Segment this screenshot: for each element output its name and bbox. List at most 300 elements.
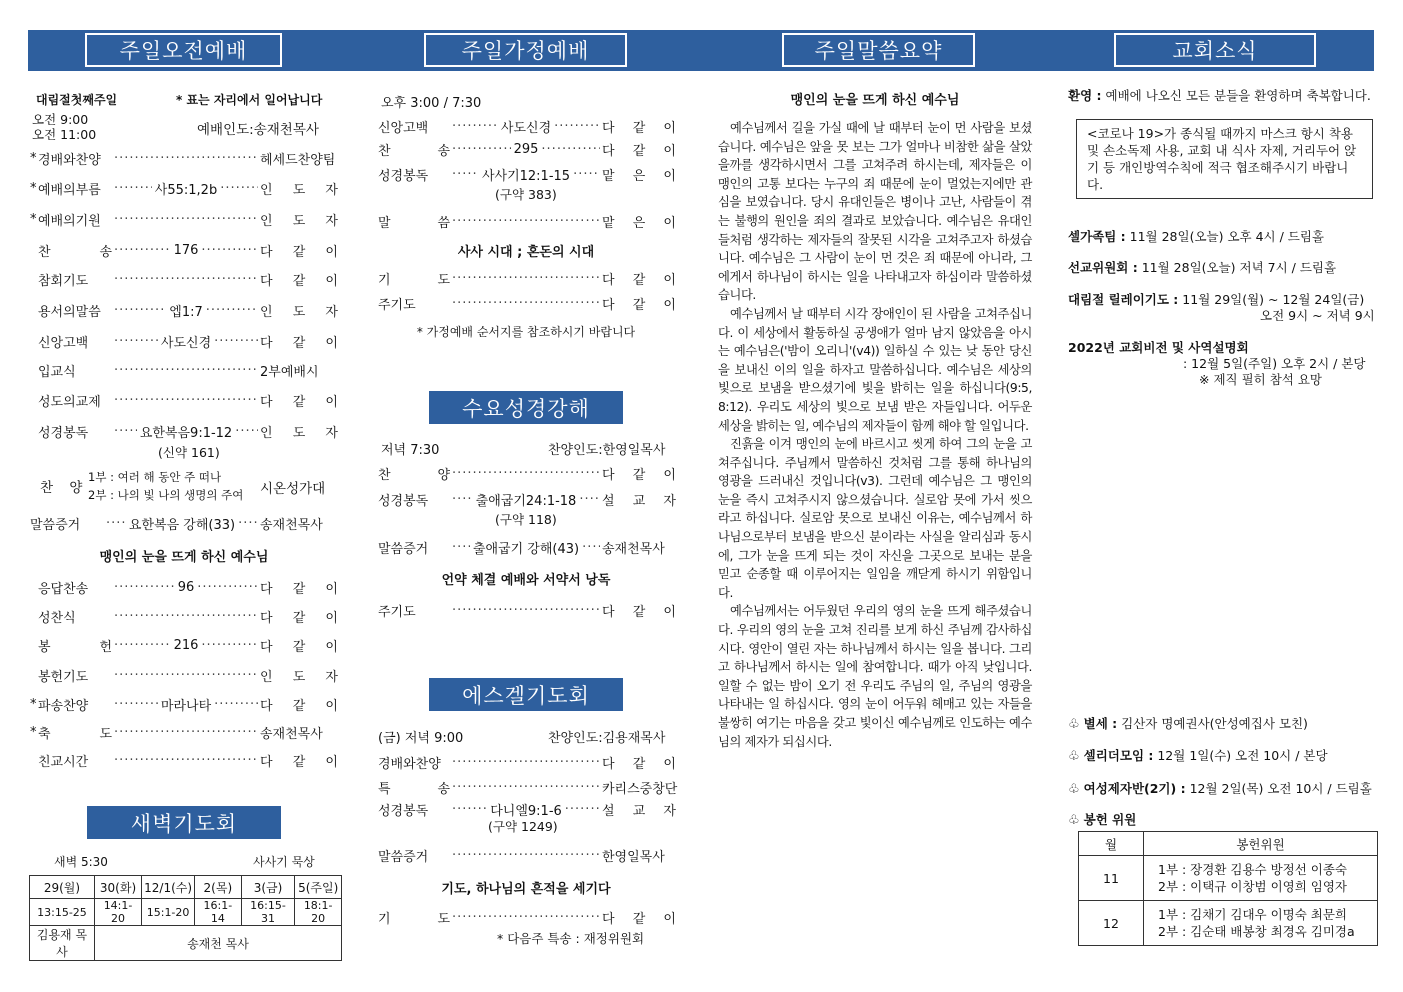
order-row (378, 268, 676, 288)
news-text: 11월 28일(오늘) 오후 4시 / 드림홀 (1129, 229, 1324, 244)
order-row (30, 390, 338, 410)
news-label: 선교위원회 : (1068, 260, 1138, 275)
news-label: 대림절 릴레이기도 : (1068, 292, 1179, 307)
dot-leader (573, 167, 600, 182)
news-cell-family (1068, 227, 1324, 245)
offering-second-service: 2부 : 이택규 이창범 이영희 임영자 (1158, 879, 1348, 894)
dot-leader (106, 516, 126, 531)
order-detail: 사도신경 (160, 335, 212, 351)
order-person: 인 도 자 (260, 425, 338, 441)
order-row (378, 752, 676, 772)
order-label: 파송찬양 (38, 698, 89, 714)
worship-leader: 예배인도:송재천목사 (197, 122, 319, 138)
offering-table (1078, 831, 1378, 946)
order-leader (450, 755, 602, 770)
ezekiel-leader: 찬양인도:김용재목사 (548, 731, 666, 746)
week-label: 대림절첫째주일 (36, 93, 118, 107)
order-row (30, 269, 338, 289)
order-row (378, 845, 676, 865)
dot-leader (452, 603, 600, 618)
dot-leader (201, 243, 258, 258)
order-leader (450, 466, 602, 481)
order-label: 말씀증거 (378, 541, 429, 557)
order-leader (450, 271, 602, 286)
order-person: 다 같 이 (260, 754, 338, 770)
order-detail: 출애굽기24:1-18 (475, 493, 577, 509)
order-label: 용서의말씀 (38, 304, 101, 320)
order-person: 다 같 이 (602, 467, 676, 483)
order-person: 설 교 자 (602, 803, 676, 819)
order-label: 신앙고백 (378, 120, 429, 136)
order-person: 맡 은 이 (602, 168, 676, 184)
stand-marker: * (30, 696, 37, 712)
order-row (30, 635, 338, 655)
dawn-day: 3(금) (241, 876, 295, 899)
order-row (30, 722, 338, 742)
dawn-ref: 16:15-31 (241, 899, 295, 926)
dot-leader (452, 167, 479, 182)
dot-leader (452, 214, 600, 229)
order-row (378, 293, 676, 313)
dot-leader (114, 334, 158, 349)
news-label: 셀가족팀 : (1068, 229, 1126, 244)
offering-second-service: 2부 : 김순태 배봉창 최경옥 김미경a (1158, 924, 1355, 939)
order-row (30, 665, 338, 685)
order-label: 참회기도 (38, 273, 89, 289)
next-week-special: * 다음주 특송 : 재정위원회 (497, 931, 645, 946)
news-label: 셀리더모임 : (1083, 748, 1154, 763)
dot-leader (452, 910, 600, 925)
order-leader (450, 117, 602, 136)
order-person: 인 도 자 (260, 182, 338, 198)
wednesday-study-header: 수요성경강해 (429, 391, 623, 424)
offering-members (1144, 856, 1378, 901)
order-leader (112, 212, 260, 227)
order-label: 성찬식 (38, 610, 76, 626)
dot-leader (114, 753, 258, 768)
clover-icon: ♧ (1068, 749, 1080, 764)
order-row (378, 777, 676, 797)
family-worship-header: 주일가정예배 (424, 33, 627, 67)
order-label: 경배와찬양 (378, 756, 441, 772)
sermon-summary-header: 주일말씀요약 (782, 33, 975, 67)
stand-marker: * (30, 211, 37, 227)
dot-leader (452, 802, 487, 817)
order-detail: 176 (173, 242, 199, 258)
order-leader (112, 272, 260, 287)
order-person: 다 같 이 (260, 581, 338, 597)
order-leader (450, 910, 602, 925)
order-label: 신앙고백 (38, 335, 89, 351)
order-label: 말씀증거 (30, 517, 81, 533)
dot-leader (579, 492, 600, 507)
dawn-ref: 18:1-20 (295, 899, 342, 926)
offering-first-service: 1부 : 장경환 김용수 방정선 이종숙 (1158, 862, 1348, 877)
order-leader (112, 638, 260, 653)
news-text: 12월 1일(수) 오전 10시 / 본당 (1157, 748, 1328, 763)
order-person: 다 같 이 (602, 756, 676, 772)
dot-leader (114, 668, 258, 683)
order-detail: 요한복음 강해(33) (128, 517, 236, 533)
reading-ref: (신약 161) (158, 445, 220, 460)
clover-icon: ♧ (1068, 717, 1080, 732)
order-label: 축 도 (38, 726, 112, 742)
morning-sermon-title: 맹인의 눈을 뜨게 하신 예수님 (99, 550, 269, 565)
dot-leader (214, 334, 258, 349)
order-row (30, 750, 338, 770)
dot-leader (114, 181, 152, 196)
order-leader (112, 363, 260, 378)
order-label: 주기도 (378, 604, 416, 620)
news-text: 김산자 명예권사(안성예집사 모친) (1121, 716, 1308, 731)
ezekiel-title: 기도, 하나님의 흔적을 세기다 (441, 882, 611, 897)
dot-leader (541, 142, 600, 157)
dot-leader (238, 516, 258, 531)
order-leader (450, 603, 602, 618)
order-row (30, 513, 338, 533)
service-time-1: 오전 9:00 (32, 112, 89, 127)
dawn-day: 29(월) (30, 876, 95, 899)
dawn-ref: 15:1-20 (142, 899, 195, 926)
welcome-label: 환영 : (1068, 88, 1102, 103)
order-label: 성경봉독 (378, 493, 429, 509)
order-person: 다 같 이 (260, 394, 338, 410)
news-mission-committee (1068, 258, 1336, 276)
order-person: 다 같 이 (260, 244, 338, 260)
order-leader (104, 514, 260, 533)
dawn-time: 새벽 5:30 (54, 855, 108, 869)
order-leader (450, 848, 602, 863)
order-label: 친교시간 (38, 754, 89, 770)
order-person: 설 교 자 (602, 493, 676, 509)
order-label: 성경봉독 (378, 168, 429, 184)
order-row (378, 489, 676, 509)
family-reading-ref: (구약 383) (495, 187, 557, 202)
order-label: 봉헌기도 (38, 669, 89, 685)
order-row (378, 164, 676, 184)
order-detail: 216 (173, 637, 199, 653)
order-row (30, 360, 338, 380)
dawn-refs-row (30, 899, 342, 926)
offering-month: 12 (1079, 901, 1144, 946)
offering-header-row (1079, 832, 1378, 856)
order-person: 다 같 이 (260, 698, 338, 714)
vision-title: 2022년 교회비전 및 사역설명회 (1068, 340, 1249, 355)
order-row (378, 537, 676, 557)
offering-members-header: 봉헌위원 (1144, 832, 1378, 856)
order-detail: 요한복음9:1-12 (139, 425, 233, 441)
dawn-schedule-table (29, 875, 342, 961)
order-row (30, 421, 338, 441)
order-person: 다 같 이 (602, 911, 676, 927)
dot-leader (452, 296, 600, 311)
order-leader (450, 142, 602, 157)
order-label: 말씀증거 (378, 849, 429, 865)
ezekiel-time: (금) 저녁 9:00 (378, 731, 464, 746)
anthem-second-service: 2부 : 나의 빛 나의 생명의 주여 (88, 488, 244, 502)
dot-leader (114, 697, 158, 712)
clover-icon: ♧ (1068, 813, 1080, 828)
dot-leader (197, 580, 258, 595)
clover-icon: ♧ (1068, 782, 1080, 797)
family-note: * 가정예배 순서지를 참조하시기 바랍니다 (416, 325, 636, 339)
family-time: 오후 3:00 / 7:30 (381, 96, 482, 111)
order-person: 다 같 이 (260, 335, 338, 351)
order-row (30, 148, 338, 168)
choir-name: 시온성가대 (260, 481, 326, 497)
order-row (378, 907, 676, 927)
offering-month: 11 (1079, 856, 1144, 901)
order-row (30, 209, 338, 229)
order-person: 다 같 이 (602, 120, 676, 136)
offering-committee-title (1068, 810, 1136, 828)
dot-leader (582, 540, 600, 555)
order-row (30, 300, 338, 320)
welcome-line (1068, 86, 1371, 104)
sermon-paragraph: 예수님께서는 어두웠던 우리의 영의 눈을 뜨게 해주셨습니다. 우리의 영의 눈을 고쳐 진리를 보게 하신 주님께 감사하십시다. 영안이 열린 자는 하나님께서 하시는 일을 봅니다. 그리고 하나님께서 하시는 일에 참여합니다. 때가 아직 낮입니다. 일할 수 없는 밤이 오기 전 우리도 주님의 일, 주님의 영광을 나타내는 일 하십시다. 영의 눈이 어두워 헤매고 있는 자들을 불쌍히 여기는 마음을 갖고 빛이신 예수님께로 인도하는 예수님의 제자가 되십시다. (718, 604, 1032, 749)
order-person: 송재천목사 (602, 541, 665, 557)
offering-members (1144, 901, 1378, 946)
dot-leader (452, 780, 600, 795)
order-label: 기 도 (378, 911, 450, 927)
relay-prayer-time: 오전 9시 ~ 저녁 9시 (1260, 308, 1375, 323)
offering-row (1079, 901, 1378, 946)
order-row (378, 600, 676, 620)
order-detail: 96 (177, 579, 195, 595)
order-label: 봉 헌 (38, 639, 112, 655)
order-leader (450, 214, 602, 229)
order-person: 다 같 이 (260, 639, 338, 655)
offering-title-text: 봉헌 위원 (1083, 812, 1137, 827)
dawn-ref: 16:1-14 (195, 899, 242, 926)
dot-leader (114, 638, 171, 653)
order-label: 응답찬송 (38, 581, 89, 597)
order-leader (112, 695, 260, 714)
order-leader (112, 668, 260, 683)
order-leader (450, 490, 602, 509)
order-leader (450, 538, 602, 557)
order-label: 성도의교제 (38, 394, 101, 410)
dot-leader (565, 802, 600, 817)
order-person: 다 같 이 (602, 143, 676, 159)
dot-leader (114, 393, 258, 408)
welcome-text: 예배에 나오신 모든 분들을 환영하며 축복합니다. (1105, 88, 1371, 103)
order-leader (112, 301, 260, 320)
order-person: 인 도 자 (260, 213, 338, 229)
order-leader (112, 332, 260, 351)
order-label: 찬 송 (378, 143, 450, 159)
order-person: 2부예배시 (260, 364, 319, 380)
order-leader (112, 609, 260, 624)
dot-leader (214, 697, 258, 712)
dawn-leaders-row (30, 926, 342, 961)
dot-leader (452, 271, 600, 286)
order-label: 경배와찬양 (38, 152, 101, 168)
dot-leader (114, 151, 258, 166)
dawn-day: 12/1(수) (142, 876, 195, 899)
order-leader (112, 725, 260, 740)
news-label: 별세 : (1083, 716, 1118, 731)
order-person: 송재천목사 (260, 726, 323, 742)
dot-leader (114, 303, 166, 318)
order-person: 한영일목사 (602, 849, 665, 865)
dot-leader (452, 466, 600, 481)
order-leader (450, 296, 602, 311)
church-news-header: 교회소식 (1114, 33, 1316, 67)
anthem-first-service: 1부 : 여러 해 동안 주 떠나 (88, 470, 222, 484)
service-time-2: 오전 11:00 (32, 127, 97, 142)
sermon-paragraph: 예수님께서 날 때부터 시각 장애인이 된 사람을 고쳐주십니다. 이 세상에서 활동하실 공생애가 얼마 남지 않았음을 아시는 예수님은('밤이 오리니'(v4)) 일하실 수 있는 낮 동안 당신을 보내신 이의 일을 하자고 말씀하십니다. 예수님은 세상의 빛으로 보냄을 받으셨기에 빛을 밝히는 일을 하십니다(9:5, 8:12). 우리도 세상의 빛으로 보냄 받은 자들입니다. 어두운 세상을 밝히는 일, 예수님의 제자들이 함께 해야 할 일입니다. (718, 306, 1032, 433)
dawn-leader-2: 송재천 목사 (94, 926, 341, 961)
order-leader (112, 393, 260, 408)
dawn-prayer-header: 새벽기도회 (87, 806, 281, 839)
dot-leader (452, 492, 473, 507)
order-detail: 295 (513, 141, 539, 157)
order-detail: 출애굽기 강해(43) (472, 541, 580, 557)
dot-leader (554, 119, 600, 134)
dot-leader (206, 303, 258, 318)
news-obituary (1068, 714, 1308, 732)
dot-leader (114, 609, 258, 624)
wednesday-reading-ref: (구약 118) (495, 512, 557, 527)
dot-leader (114, 580, 175, 595)
family-series: 사사 시대 ; 혼돈의 시대 (457, 245, 595, 260)
order-person: 카리스중창단 (602, 781, 678, 797)
offering-row (1079, 856, 1378, 901)
order-label: 특 송 (378, 781, 450, 797)
order-label: 기 도 (378, 272, 450, 288)
order-row (30, 694, 338, 714)
order-label: 성경봉독 (38, 425, 89, 441)
news-label: 여성제자반(2기) : (1083, 781, 1186, 796)
news-text: 11월 29일(월) ~ 12월 24일(금) (1182, 292, 1365, 307)
news-women-discipleship (1068, 779, 1372, 797)
dawn-days-row (30, 876, 342, 899)
dot-leader (235, 424, 258, 439)
order-label: 주기도 (378, 297, 416, 313)
order-label: 성경봉독 (378, 803, 429, 819)
order-row (378, 799, 676, 819)
order-label: 예배의부름 (38, 182, 101, 198)
order-person: 다 같 이 (602, 297, 676, 313)
dawn-ref: 14:1-20 (94, 899, 141, 926)
order-row (378, 139, 676, 159)
dawn-day: 5(주일) (295, 876, 342, 899)
dot-leader (452, 848, 600, 863)
anthem-label: 찬 양 (40, 480, 89, 496)
order-leader (450, 780, 602, 795)
wednesday-title: 언약 체결 예배와 서약서 낭독 (441, 573, 611, 588)
dot-leader (452, 755, 600, 770)
order-leader (450, 800, 602, 819)
dawn-day: 2(목) (195, 876, 242, 899)
sermon-summary-body (718, 119, 1032, 751)
order-detail: 다니엘9:1-6 (490, 803, 562, 819)
order-row (30, 331, 338, 351)
dot-leader (114, 212, 258, 227)
wednesday-time: 저녁 7:30 (381, 443, 440, 458)
order-label: 찬 송 (38, 244, 112, 260)
news-text: 12월 2일(목) 오전 10시 / 드림홀 (1189, 781, 1372, 796)
order-person: 인 도 자 (260, 304, 338, 320)
news-cell-leader (1068, 746, 1328, 764)
dot-leader (114, 424, 137, 439)
dot-leader (452, 142, 511, 157)
dawn-day: 30(화) (94, 876, 141, 899)
order-row (30, 240, 338, 260)
order-label: 찬 양 (378, 467, 450, 483)
stand-marker: * (30, 724, 37, 740)
stand-note: * 표는 자리에서 일어납니다 (176, 93, 323, 107)
order-detail: 사55:1,2b (154, 182, 218, 198)
dot-leader (452, 540, 470, 555)
ezekiel-prayer-header: 에스겔기도회 (429, 678, 623, 711)
stand-marker: * (30, 150, 37, 166)
dot-leader (114, 363, 258, 378)
dot-leader (452, 119, 498, 134)
offering-month-header: 월 (1079, 832, 1144, 856)
order-person: 송재천목사 (260, 517, 323, 533)
order-detail: 사사기12:1-15 (481, 168, 571, 184)
order-label: 말 씀 (378, 215, 450, 231)
order-leader (112, 243, 260, 258)
order-detail: 사도신경 (500, 120, 552, 136)
dot-leader (114, 272, 258, 287)
order-leader (112, 179, 260, 198)
order-label: 예배의기원 (38, 213, 101, 229)
order-leader (112, 151, 260, 166)
order-row (30, 178, 338, 198)
order-label: 입교식 (38, 364, 76, 380)
order-leader (112, 422, 260, 441)
offering-first-service: 1부 : 김채기 김대우 이명숙 최문희 (1158, 907, 1348, 922)
order-row (378, 211, 676, 231)
dawn-book: 사사기 묵상 (253, 855, 315, 869)
order-leader (450, 165, 602, 184)
order-person: 다 같 이 (602, 272, 676, 288)
order-leader (112, 753, 260, 768)
order-person: 다 같 이 (260, 273, 338, 289)
order-person: 헤세드찬양팀 (260, 152, 336, 168)
dot-leader (201, 638, 258, 653)
order-row (30, 606, 338, 626)
vision-note: ※ 제직 필히 참석 요망 (1199, 372, 1322, 387)
sermon-summary-title: 맹인의 눈을 뜨게 하신 예수님 (790, 93, 960, 108)
sermon-paragraph: 예수님께서 길을 가실 때에 날 때부터 눈이 먼 사람을 보셨습니다. 예수님은 앞을 못 보는 그가 얼마나 비참한 삶을 살았을까를 생각하시면서 그를 고쳐주려 하시는데, 제자들은 이 맹인의 고통 보다는 누구의 죄 때문에 눈이 멀었는지에만 관심을 보였습니다. 당시 유대인들은 병이나 고난, 사람들이 겪는 불행의 원인을 죄의 결과로 보았습니다. 예수님은 유대인들처럼 생각하는 제자들의 잘못된 시각을 고쳐주고자 하셨습니다. 예수님은 그 사람이 눈이 먼 것은 죄 때문에 아니라, 그에게서 하나님이 하시는 일을 나타내고자 하심이라 말씀하셨습니다. (718, 121, 1032, 303)
order-detail: 마라나타 (160, 698, 212, 714)
sermon-paragraph: 진흙을 이겨 맹인의 눈에 바르시고 씻게 하여 그의 눈을 고쳐주십니다. 주님께서 말씀하신 것처럼 그를 통해 하나님의 영광을 드러내신 것입니다(v3). 그런데 예수님은 그 맹인의 눈을 즉시 고쳐주시지 않으셨습니다. 실로암 못에 가서 씻으라고 하십니다. 실로암 못으로 보내신 이유는, 예수님께서 하나님으로부터 보냄을 받으신 분이라는 사실을 알리심과 동시에, 그가 눈을 뜨게 되는 것이 자신을 그곳으로 보내는 분을 믿고 순종할 때 이루어지는 일임을 깨닫게 하시기 위함입니다. (718, 437, 1032, 600)
order-person: 다 같 이 (602, 604, 676, 620)
order-row (378, 463, 676, 483)
order-person: 인 도 자 (260, 669, 338, 685)
wednesday-leader: 찬양인도:한영일목사 (548, 443, 666, 458)
ezekiel-reading-ref: (구약 1249) (488, 819, 558, 834)
order-row (30, 577, 338, 597)
order-person: 맡 은 이 (602, 215, 676, 231)
dot-leader (220, 181, 258, 196)
order-row (378, 116, 676, 136)
dawn-ref: 13:15-25 (30, 899, 95, 926)
dot-leader (114, 725, 258, 740)
stand-marker: * (30, 180, 37, 196)
order-leader (112, 580, 260, 595)
morning-worship-header: 주일오전예배 (85, 33, 282, 67)
order-detail: 엡1:7 (169, 304, 203, 320)
dawn-leader-1: 김용재 목사 (30, 926, 95, 961)
dot-leader (114, 243, 171, 258)
order-person: 다 같 이 (260, 610, 338, 626)
vision-time: : 12월 5일(주일) 오후 2시 / 본당 (1183, 356, 1366, 371)
